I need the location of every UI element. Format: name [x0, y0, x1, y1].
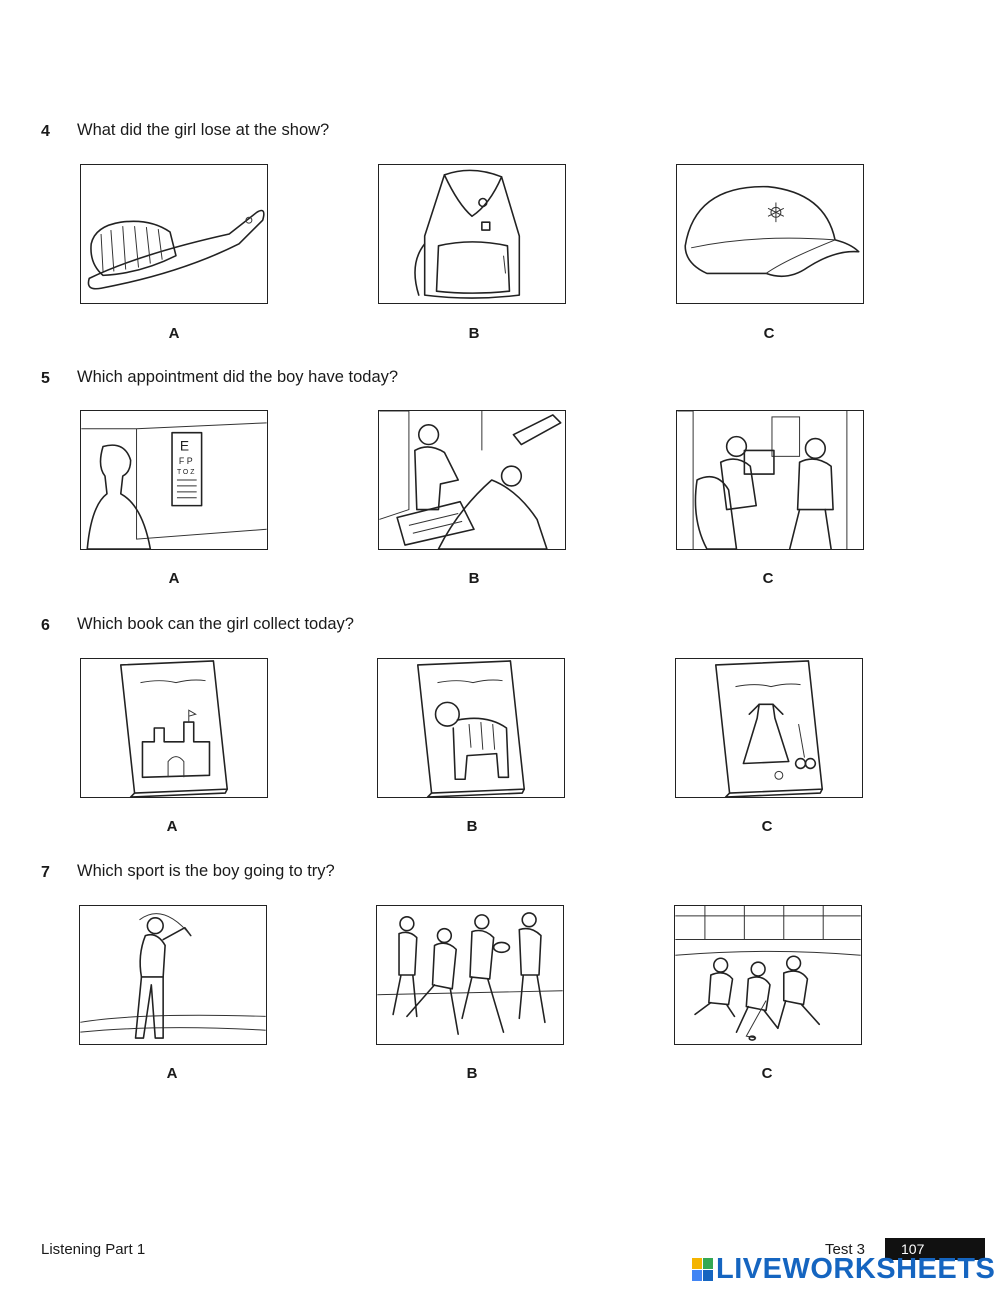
question-number: 7 — [41, 864, 50, 881]
option-picture-rugby[interactable] — [376, 905, 564, 1045]
option-label: C — [761, 818, 773, 835]
test-label: Test 3 — [825, 1241, 866, 1258]
option-label: A — [168, 325, 180, 342]
option-picture-dress-book[interactable] — [675, 658, 863, 798]
backpack-illustration — [379, 165, 565, 303]
option-label: C — [763, 325, 775, 342]
option-label: C — [762, 570, 774, 587]
tiger-book-illustration — [378, 659, 564, 797]
dentist-illustration — [379, 411, 565, 549]
ice-hockey-illustration — [675, 906, 861, 1044]
option-picture-eye-test[interactable] — [80, 410, 268, 550]
question-number: 5 — [41, 370, 50, 387]
eye-test-illustration — [81, 411, 267, 549]
svg-text:E: E — [179, 438, 190, 454]
option-picture-dentist[interactable] — [378, 410, 566, 550]
option-label: B — [466, 1065, 478, 1082]
option-picture-baseball-cap[interactable] — [676, 164, 864, 304]
question-text: Which sport is the boy going to try? — [77, 862, 335, 880]
option-picture-ice-hockey[interactable] — [674, 905, 862, 1045]
page-number: 107 — [901, 1241, 925, 1257]
golf-illustration — [80, 906, 266, 1044]
option-picture-golf[interactable] — [79, 905, 267, 1045]
option-picture-doctor[interactable] — [676, 410, 864, 550]
option-picture-castle-book[interactable] — [80, 658, 268, 798]
option-label: B — [466, 818, 478, 835]
option-label: A — [168, 570, 180, 587]
question-text: Which book can the girl collect today? — [77, 615, 354, 633]
question-number: 4 — [41, 123, 50, 140]
dress-book-illustration — [676, 659, 862, 797]
option-label: B — [468, 570, 480, 587]
castle-book-illustration — [81, 659, 267, 797]
liveworksheets-icon — [692, 1258, 714, 1282]
option-picture-tiger-book[interactable] — [377, 658, 565, 798]
cap-illustration — [677, 165, 863, 303]
svg-text:F P: F P — [178, 456, 193, 467]
question-text: Which appointment did the boy have today? — [77, 368, 399, 386]
rugby-illustration — [377, 906, 563, 1044]
svg-text:T O Z: T O Z — [176, 469, 195, 477]
hairbrush-illustration — [81, 165, 267, 303]
question-text: What did the girl lose at the show? — [77, 121, 330, 139]
option-label: C — [761, 1065, 773, 1082]
option-label: A — [166, 1065, 178, 1082]
section-title: Listening Part 1 — [41, 1241, 146, 1258]
option-label: A — [166, 818, 178, 835]
liveworksheets-logo — [692, 1253, 996, 1287]
question-number: 6 — [41, 617, 50, 634]
option-picture-hairbrush[interactable] — [80, 164, 268, 304]
liveworksheets-wordmark: LIVEWORKSHEETS — [716, 1253, 996, 1285]
doctor-illustration — [677, 411, 863, 549]
option-picture-backpack[interactable] — [378, 164, 566, 304]
option-label: B — [468, 325, 480, 342]
